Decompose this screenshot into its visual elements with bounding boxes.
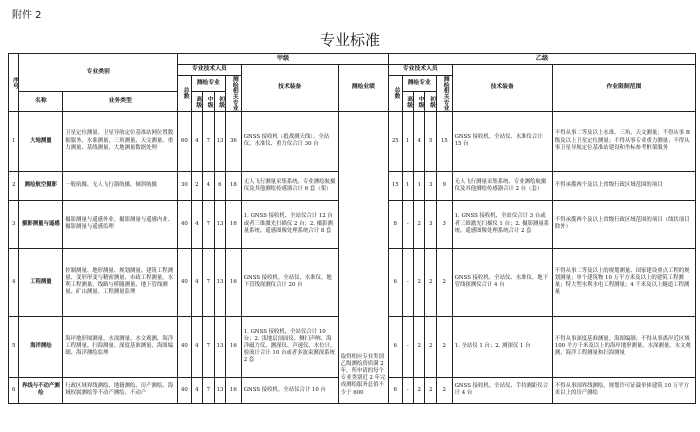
a-equipment: 1. GNSS 接收机、全站仪合计 10 台；2. 浅地层剖面仪、侧扫声呐、海洋磁力仪、测深仪、声速仪、水位计、验流计合计 10 台或者多波束测深系统 2 套 — [241, 316, 338, 377]
a-total: 40 — [178, 248, 192, 316]
b-equipment: 1. 全站仪 1 台；2. 测深仪 1 台 — [452, 316, 552, 377]
row-business: 海岸地形图测量、水深测量、水文观测、海洋工程测量、扫海测量、深度基准测量、海图编制、海洋测绘监理 — [63, 316, 178, 377]
b-equipment: 1. GNSS 接收机、全站仪合计 3 台或者三维激光扫描仪 1 台；2. 摄影测量系统、遥感图像处理系统合计 2 套 — [452, 200, 552, 248]
row-seq: 6 — [9, 377, 19, 403]
a-related: 36 — [226, 111, 242, 171]
b-scope: 不得从事二等及以上水准、三角、天文测量；不得从事 B 级及以上卫星定位测量；不得从事专业重力测量；不得从事卫星导航定位基准站建设和坐标参考框架服务 — [552, 111, 695, 171]
b-junior: 3 — [425, 171, 436, 200]
row-seq: 2 — [9, 171, 19, 200]
a-performance: 取得相应专业类别乙级测绘资质满 2 年，所申请的每个专业类别近 2 年完成测绘服务总值不少于 600 — [338, 111, 388, 403]
b-middle: 4 — [414, 111, 425, 171]
b-senior: 1 — [402, 171, 413, 200]
header-grade-a: 甲级 — [178, 54, 389, 65]
a-total: 40 — [178, 316, 192, 377]
row-business: 卫星定位测量、卫星导航定位基准站网位置数据服务、水准测量、三角测量、天文测量、重力测量、基线测量、大地测量数据处理 — [63, 111, 178, 171]
b-scope: 不得从事二等及以上的规划测量、国家建设重点工程的规划测量；单个建筑物 10 万平方米及以上的建筑工程测量；特大型水利水电工程测量；4 千米及以上隧道工程测量 — [552, 248, 695, 316]
a-equipment: 无人飞行测量采集系统、专业测绘航摄仪及其他测绘传感器合计 6 套（架） — [241, 171, 338, 200]
row-business: 摄影测量与遥感外业、摄影测量与遥感内业、摄影测量与遥感监理 — [63, 200, 178, 248]
a-equipment: GNSS 接收机、全站仪、水准仪、地下管线探测仪合计 20 台 — [241, 248, 338, 316]
row-business: 行政区域界线测绘、地籍测绘、房产测绘、海域权属测绘等不动产测绘、不动产 — [63, 377, 178, 403]
b-related: 2 — [436, 316, 452, 377]
b-total: 25 — [388, 111, 402, 171]
a-middle: 7 — [203, 248, 214, 316]
a-equipment: GNSS 接收机（抵战测天线）、全站仪、水准仪、重力仪合计 30 台 — [241, 111, 338, 171]
row-name: 工程测量 — [19, 248, 63, 316]
b-middle: 2 — [414, 377, 425, 403]
header-a-total: 总数 — [178, 75, 192, 111]
b-senior: - — [402, 200, 413, 248]
row-name: 摄影测量与遥感 — [19, 200, 63, 248]
b-middle: 2 — [414, 248, 425, 316]
a-middle: 7 — [203, 200, 214, 248]
a-related: 16 — [226, 248, 242, 316]
a-junior: 13 — [214, 377, 225, 403]
b-related: 2 — [436, 248, 452, 316]
b-equipment: GNSS 接收机、全站仪、水准仪合计 15 台 — [452, 111, 552, 171]
a-junior: 13 — [214, 248, 225, 316]
b-senior: - — [402, 377, 413, 403]
header-a-performance: 测绘业绩 — [338, 65, 388, 111]
b-total: 15 — [388, 171, 402, 200]
a-related: 16 — [226, 377, 242, 403]
b-junior: 5 — [425, 111, 436, 171]
table-body — [9, 111, 696, 403]
header-a-related: 测绘相关专业 — [226, 75, 242, 111]
a-total: 60 — [178, 111, 192, 171]
a-equipment: 1. GNSS 接收机、全站仪合计 12 台或者三维激光扫描仪 2 台；2. 摄影测量系统、遥感图像处理系统合计 8 套 — [241, 200, 338, 248]
table-row — [9, 111, 696, 171]
b-equipment: 无人飞行测量采集系统、专业测绘航摄仪及其他测绘传感器合计 2 台（套） — [452, 171, 552, 200]
row-seq: 3 — [9, 200, 19, 248]
a-senior: 4 — [191, 200, 202, 248]
header-b-junior: 初级 — [425, 92, 436, 111]
b-middle: 2 — [414, 316, 425, 377]
header-b-total: 总数 — [388, 75, 402, 111]
b-total: 6 — [388, 377, 402, 403]
header-a-equipment: 技术装备 — [241, 65, 338, 111]
header-b-middle: 中级 — [414, 92, 425, 111]
b-scope: 不得从事国界线测绘、规划许可证载单体建筑 10 万平方米以上的房产测绘 — [552, 377, 695, 403]
a-senior: 4 — [191, 377, 202, 403]
a-middle: 7 — [203, 377, 214, 403]
header-b-scope: 作业限制范围 — [552, 65, 695, 111]
row-name: 海洋测绘 — [19, 316, 63, 377]
a-total: 40 — [178, 377, 192, 403]
b-senior: - — [402, 316, 413, 377]
header-b-related: 测绘相关专业 — [436, 75, 452, 111]
a-related: 16 — [226, 316, 242, 377]
b-scope: 不得承揽两个及以上省级行政区域范围的项目（线状项目除外） — [552, 200, 695, 248]
row-name: 界线与不动产测绘 — [19, 377, 63, 403]
b-total: 6 — [388, 316, 402, 377]
a-senior: 4 — [191, 316, 202, 377]
a-senior: 2 — [191, 171, 202, 200]
a-junior: 6 — [214, 171, 225, 200]
a-middle: 7 — [203, 316, 214, 377]
a-related: 16 — [226, 200, 242, 248]
a-middle: 4 — [203, 171, 214, 200]
page-title: 专业标准 — [319, 31, 380, 49]
b-junior: 2 — [425, 377, 436, 403]
row-business: 一般航摄、无人飞行器航摄、倾斜航摄 — [63, 171, 178, 200]
b-total: 6 — [388, 248, 402, 316]
header-b-tech-staff: 专业技术人员 — [388, 65, 452, 76]
b-senior: - — [402, 248, 413, 316]
row-seq: 1 — [9, 111, 19, 171]
b-senior: 1 — [402, 111, 413, 171]
row-business: 控制测量、地形测量、规划测量、建筑工程测量、变形形变与精密测量、市政工程测量、水利工程测量、线路与桥隧测量、地下管线测量、矿山测量、工程测量监理 — [63, 248, 178, 316]
row-seq: 5 — [9, 316, 19, 377]
row-name: 大地测量 — [19, 111, 63, 171]
a-junior: 13 — [214, 200, 225, 248]
header-seq: 序号 — [9, 54, 19, 112]
row-seq: 4 — [9, 248, 19, 316]
header-a-junior: 初级 — [214, 92, 225, 111]
a-senior: 4 — [191, 111, 202, 171]
a-total: 30 — [178, 171, 192, 200]
header-category-group: 专业类别 — [19, 54, 178, 92]
b-junior: 3 — [425, 200, 436, 248]
b-total: 8 — [388, 200, 402, 248]
header-name: 名称 — [19, 92, 63, 111]
b-middle: 1 — [414, 171, 425, 200]
b-scope: 不得承揽两个及以上省级行政区域范围的项目 — [552, 171, 695, 200]
header-business-type: 业务类型 — [63, 92, 178, 111]
a-equipment: GNSS 接收机、全站仪合计 10 台 — [241, 377, 338, 403]
a-junior: 13 — [214, 111, 225, 171]
row-name: 测绘航空摄影 — [19, 171, 63, 200]
header-a-survey-major: 测绘专业 — [191, 75, 225, 91]
b-related: 9 — [436, 171, 452, 200]
a-middle: 7 — [203, 111, 214, 171]
header-a-tech-staff: 专业技术人员 — [178, 65, 242, 76]
a-related: 18 — [226, 171, 242, 200]
header-a-senior: 高级 — [191, 92, 202, 111]
header-grade-b: 乙级 — [388, 54, 695, 65]
header-b-survey-major: 测绘专业 — [402, 75, 436, 91]
b-related: 2 — [436, 377, 452, 403]
a-senior: 4 — [191, 248, 202, 316]
b-related: 3 — [436, 200, 452, 248]
header-a-middle: 中级 — [203, 92, 214, 111]
b-related: 15 — [436, 111, 452, 171]
attachment-label: 附件 2 — [12, 10, 42, 21]
b-junior: 2 — [425, 248, 436, 316]
header-b-senior: 高级 — [402, 92, 413, 111]
b-equipment: GNSS 接收机、全站仪、水准仪、地下管线探测仪合计 4 台 — [452, 248, 552, 316]
a-junior: 13 — [214, 316, 225, 377]
b-equipment: GNSS 接收机、全站仪、手持测距仪合计 4 台 — [452, 377, 552, 403]
a-total: 40 — [178, 200, 192, 248]
b-middle: 2 — [414, 200, 425, 248]
standards-table — [8, 53, 696, 404]
b-junior: 2 — [425, 316, 436, 377]
b-scope: 不得从事深度基准测量、海图编制；不得从事离岸近区域 100 平方千米及以上的海岸地形测量、水深测量、水文观测、海洋工程测量和扫海测量 — [552, 316, 695, 377]
header-b-equipment: 技术装备 — [452, 65, 552, 111]
